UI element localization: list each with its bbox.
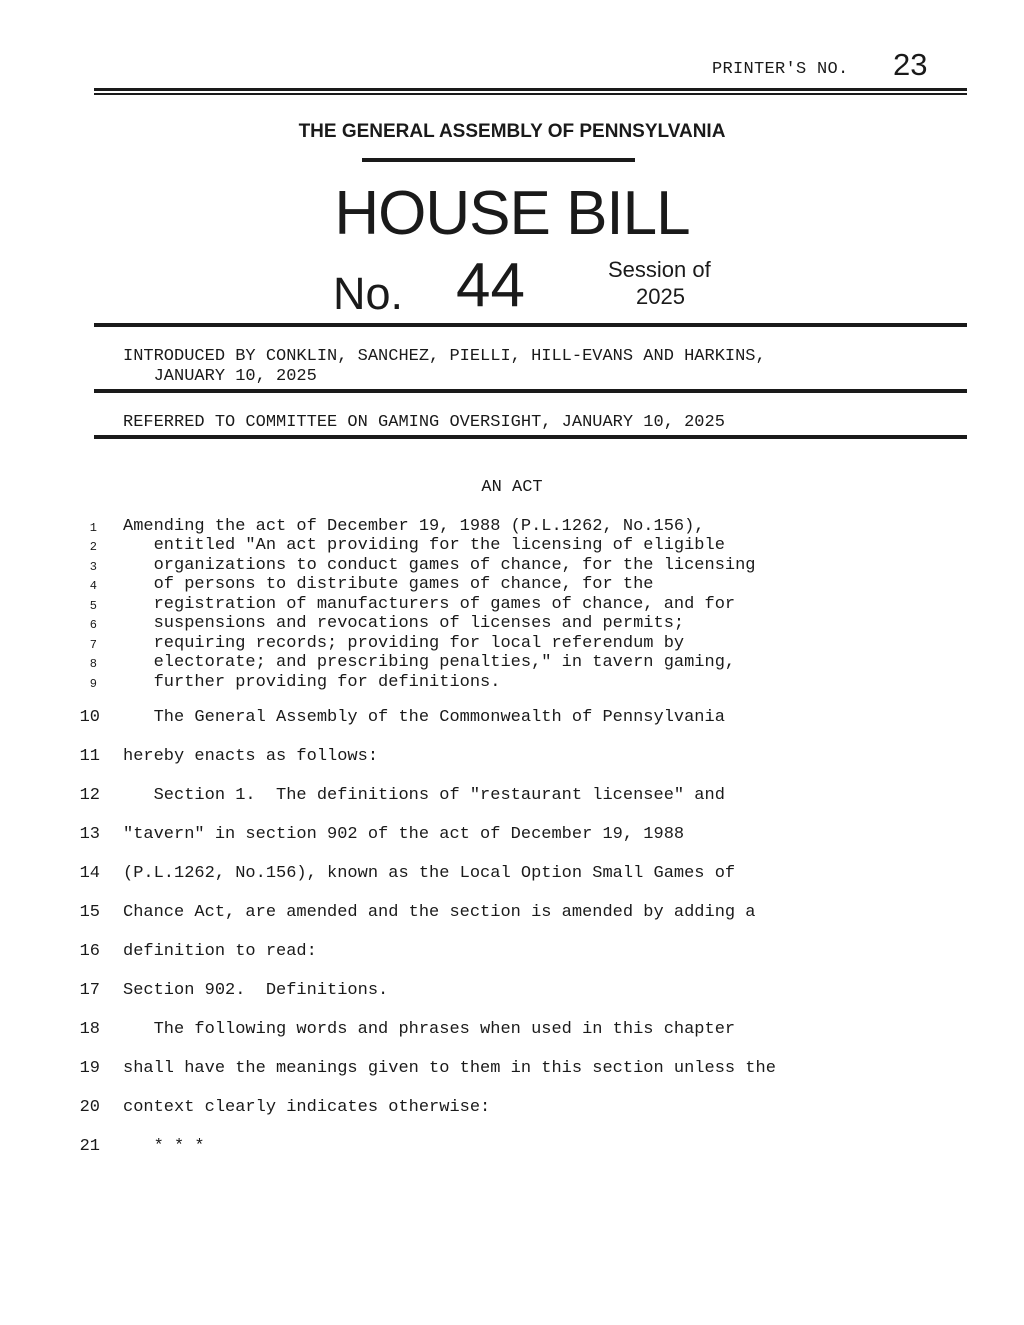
line-number: 10 [79, 708, 100, 727]
body-line: * * * [123, 1137, 205, 1156]
title-line: of persons to distribute games of chance, for the [123, 575, 654, 594]
line-number: 17 [79, 981, 100, 1000]
line-number: 4 [89, 579, 97, 593]
line-number: 1 [89, 521, 97, 535]
line-number: 19 [79, 1059, 100, 1078]
line-number: 6 [89, 618, 97, 632]
line-number: 2 [89, 540, 97, 554]
title-line: requiring records; providing for local referendum by [123, 634, 685, 653]
line-number: 9 [89, 677, 97, 691]
line-number: 13 [79, 825, 100, 844]
body-line: Chance Act, are amended and the section is amended by adding a [123, 903, 756, 922]
line-number: 14 [79, 864, 100, 883]
line-number: 5 [89, 599, 97, 613]
sponsors-line-1: INTRODUCED BY CONKLIN, SANCHEZ, PIELLI, HILL-EVANS AND HARKINS, [123, 347, 766, 366]
bill-number-label: No. [333, 268, 404, 319]
assembly-title: THE GENERAL ASSEMBLY OF PENNSYLVANIA [298, 121, 726, 142]
title-line: entitled "An act providing for the licensing of eligible [123, 536, 725, 555]
line-number: 21 [79, 1137, 100, 1156]
line-number: 7 [89, 638, 97, 652]
body-line: Section 1. The definitions of "restaurant licensee" and [123, 786, 725, 805]
sponsors-rule [94, 389, 967, 393]
line-number: 16 [79, 942, 100, 961]
body-line: The General Assembly of the Commonwealth of Pennsylvania [123, 708, 725, 727]
line-number: 3 [89, 560, 97, 574]
sponsors-line-2: JANUARY 10, 2025 [123, 366, 317, 386]
top-rule [94, 88, 967, 91]
body-line: (P.L.1262, No.156), known as the Local Option Small Games of [123, 864, 736, 883]
title-line: electorate; and prescribing penalties," in tavern gaming, [123, 653, 736, 672]
header-rule [94, 323, 967, 327]
body-line: hereby enacts as follows: [123, 747, 379, 766]
line-number: 18 [79, 1020, 100, 1039]
bill-number: 44 [456, 251, 525, 320]
title-line: organizations to conduct games of chance, for the licensing [123, 556, 756, 575]
body-line: The following words and phrases when used in this chapter [123, 1020, 736, 1039]
title-line: registration of manufacturers of games of chance, and for [123, 595, 736, 614]
sponsors-block [123, 347, 766, 386]
referral-line: REFERRED TO COMMITTEE ON GAMING OVERSIGHT, JANUARY 10, 2025 [123, 413, 725, 432]
session-year: 2025 [636, 284, 685, 309]
title-line: suspensions and revocations of licenses and permits; [123, 614, 685, 633]
title-line: further providing for definitions. [123, 673, 501, 692]
session-label: Session of [608, 257, 711, 282]
referral-rule [94, 435, 967, 439]
line-number: 12 [79, 786, 100, 805]
line-number: 15 [79, 903, 100, 922]
printers-number-label: PRINTER'S NO. [712, 60, 849, 79]
bill-type-heading: HOUSE BILL [334, 179, 690, 248]
body-line: context clearly indicates otherwise: [123, 1098, 491, 1117]
line-number: 20 [79, 1098, 100, 1117]
body-line: Section 902. Definitions. [123, 981, 389, 1000]
line-number: 11 [79, 747, 100, 766]
title-underline [362, 158, 635, 162]
top-rule-thin [94, 93, 967, 95]
printers-number: 23 [893, 47, 928, 82]
body-line: definition to read: [123, 942, 317, 961]
body-line: "tavern" in section 902 of the act of December 19, 1988 [123, 825, 685, 844]
line-number: 8 [89, 657, 97, 671]
body-line: shall have the meanings given to them in this section unless the [123, 1059, 776, 1078]
title-line: Amending the act of December 19, 1988 (P.L.1262, No.156), [123, 517, 705, 536]
act-heading: AN ACT [481, 478, 543, 497]
